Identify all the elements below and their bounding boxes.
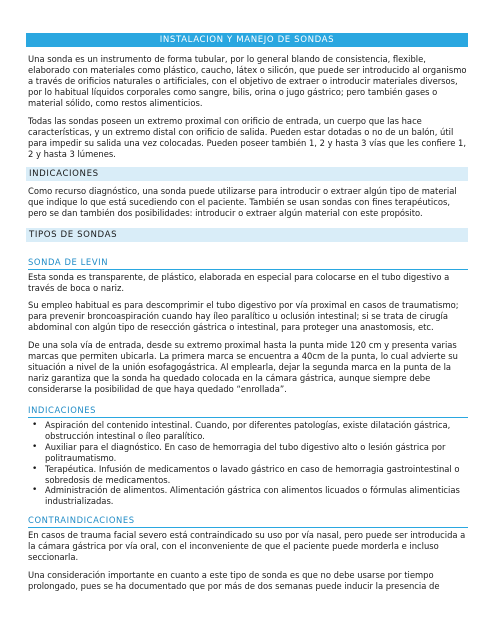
subheading-levin-indicaciones: INDICACIONES [28,404,468,418]
indicaciones-paragraph: Como recurso diagnóstico, una sonda puede utilizarse para introducir o extraer algún tipo de material que indique lo que está sucediendo con el paciente. También se usan sondas con fines terapéuticos, pero se dan también dos posibilidades: introducir o extraer algún material con este propósito. [28,186,457,218]
list-item-text: Terapéutica. Infusión de medicamentos o lavado gástrico en caso de hemorragia gastrointestinal o sobredosis de medicamentos. [45,463,460,485]
list-item-text: Administración de alimentos. Alimentación gástrica con alimentos licuados o fórmulas alimenticias industrializadas. [45,485,460,507]
list-item-text: Aspiración del contenido intestinal. Cuando, por diferentes patologías, existe dilatación gástrica, obstrucción intestinal o íleo paralítico. [45,420,451,441]
bullet-icon: • [32,420,38,430]
list-item [28,485,468,507]
list-item [28,464,468,486]
contraindicaciones-paragraph-1: En casos de trauma facial severo está contraindicado su uso por vía nasal, pero puede ser introducida a la cámara gástrica por vía oral, con el inconveniente de que el paciente puede morderla e incluso seccionarla. [28,530,466,562]
subheading-contraindicaciones: CONTRAINDICACIONES [28,514,468,528]
subheading-sonda-levin: SONDA DE LEVIN [28,256,468,270]
list-item [28,420,468,442]
levin-paragraph-2: Su empleo habitual es para descomprimir el tubo digestivo por vía proximal en casos de traumatismo; para prevenir broncoaspiración cuando hay íleo paralítico u oclusión intestinal; si se trata de cirugía abdominal con algún tipo de resección gástrica o intestinal, para proteger una anastomosis, etc. [28,300,459,332]
section-heading-indicaciones: INDICACIONES [26,167,468,181]
bullet-icon: • [32,463,38,474]
intro-paragraph-1: Una sonda es un instrumento de forma tubular, por lo general blando de consistencia, flexible, elaborado con materiales como plástico, caucho, látex o silicón, que puede ser introducido al organismo a través de orificios naturales o artificiales, con el objetivo de extraer o introducir materiales diversos, por lo habitual líquidos corporales como sangre, bilis, orina o jugo gástrico; pero también gases o material sólido, como restos alimenticios. [28,54,467,108]
levin-paragraph-1: Esta sonda es transparente, de plástico, elaborada en especial para colocarse en el tubo digestivo a través de boca o nariz. [28,272,450,293]
bullet-icon: • [32,485,38,496]
contraindicaciones-paragraph-2: Una consideración importante en cuanto a este tipo de sonda es que no debe usarse por tiempo prolongado, pues se ha documentado que por más de dos semanas puede inducir la presencia de [28,570,440,591]
list-item [28,442,468,464]
levin-paragraph-3: De una sola vía de entrada, desde su extremo proximal hasta la punta mide 120 cm y presenta varias marcas que permiten ubicarla. La primera marca se encuentra a 40cm de la punta, lo cual advierte su situación a nivel de la unión esofagogástrica. Al emplearla, dejar la segunda marca en la punta de la nariz garantiza que la sonda ha quedado colocada en la cámara gástrica, aunque siempre debe considerarse la posibilidad de que haya quedado “enrollada”. [28,340,458,394]
levin-indicaciones-list [28,420,468,507]
list-item-text: Auxiliar para el diagnóstico. En caso de hemorragia del tubo digestivo alto o lesión gástrica por politraumatismo. [45,441,446,463]
intro-paragraph-2: Todas las sondas poseen un extremo proximal con orificio de entrada, un cuerpo que las hace características, y un extremo distal con orificio de salida. Pueden estar dotadas o no de un balón, útil para impedir su salida una vez colocadas. Pueden poseer también 1, 2 y hasta 3 vías que les confiere 1, 2 y hasta 3 lúmenes. [28,116,467,159]
section-heading-tipos: TIPOS DE SONDAS [26,228,468,242]
page-title: INSTALACION Y MANEJO DE SONDAS [26,33,468,47]
bullet-icon: • [32,441,38,452]
